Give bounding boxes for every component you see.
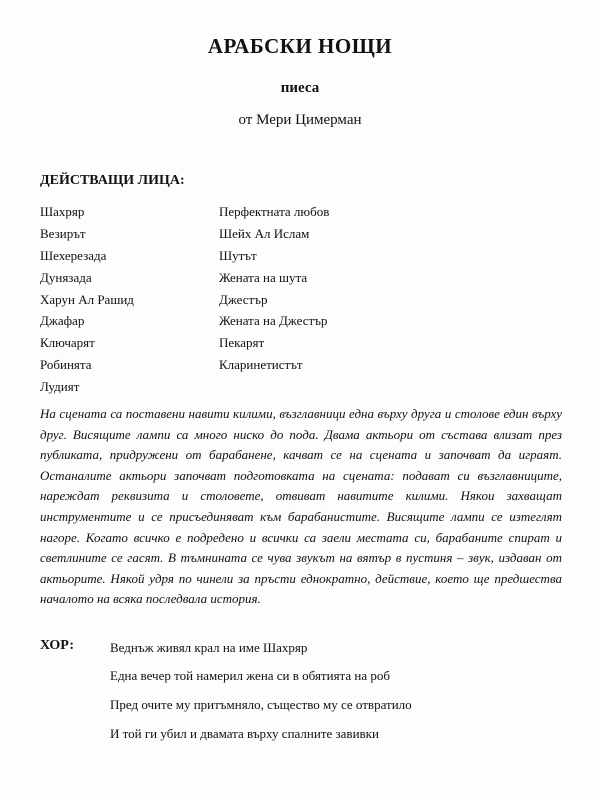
cast-member: Джафар	[40, 313, 85, 329]
cast-heading: ДЕЙСТВАЩИ ЛИЦА:	[40, 173, 185, 188]
cast-member: Жената на шута	[219, 269, 308, 285]
cast-member: Жената на Джестър	[219, 313, 328, 329]
chorus-line: Една вечер той намерил жена си в обятията на роб	[110, 668, 390, 683]
cast-member: Перфектната любов	[219, 204, 330, 219]
chorus-line: Пред очите му притъмняло, същество му се отвратило	[110, 697, 412, 712]
cast-member: Шахряр	[40, 204, 85, 219]
play-subtitle: пиеса	[280, 80, 320, 96]
cast-list-right	[219, 203, 329, 378]
cast-member: Кларинетистът	[219, 357, 303, 373]
chorus-line: И той ги убил и двамата върху спалните завивки	[110, 726, 379, 741]
cast-member: Джестър	[219, 291, 268, 307]
cast-member: Дунязада	[40, 269, 92, 285]
cast-member: Ключарят	[40, 335, 95, 351]
cast-member: Харун Ал Рашид	[40, 291, 134, 307]
cast-member: Лудият	[40, 379, 80, 395]
cast-member: Пекарят	[219, 335, 265, 351]
play-title: АРАБСКИ НОЩИ	[207, 34, 393, 58]
chorus-label: ХОР:	[40, 638, 75, 653]
cast-member: Шутът	[219, 247, 257, 263]
cast-list-left	[40, 203, 134, 400]
cast-member: Шейх Ал Ислам	[219, 225, 310, 241]
stage-direction: На сцената са поставени навити килими, възглавници една върху друга и столове един върху друг. Висящите лампи са много ниско до пода. Двама актьори от състава влизат през публиката, придружени от барабанене, качват се на сцената и започват да играят. Останалите актьори започват подготовката на сцената: подават си възглавниците, нареждат реквизита и столовете, отвиват навитите килими. Някои захващат инструментите и се присъединяват към барабанистите. Висящите лампи се изтеглят нагоре. Когато всичко е подредено и всички са заели местата си, барабаните спират и светлините се гасят. В тъмнината се чува звукът на вятър в пустиня – звук, издаван от актьорите. Някой удря по чинели за пръсти еднократно, действие, което ще предшества началото на всяка последвала история.	[40, 406, 562, 607]
cast-member: Везирът	[40, 225, 86, 241]
cast-member: Робинята	[40, 357, 92, 373]
play-author: от Мери Цимерман	[238, 112, 362, 128]
cast-member: Шехерезада	[40, 247, 107, 263]
chorus-line: Веднъж живял крал на име Шахряр	[110, 640, 308, 655]
